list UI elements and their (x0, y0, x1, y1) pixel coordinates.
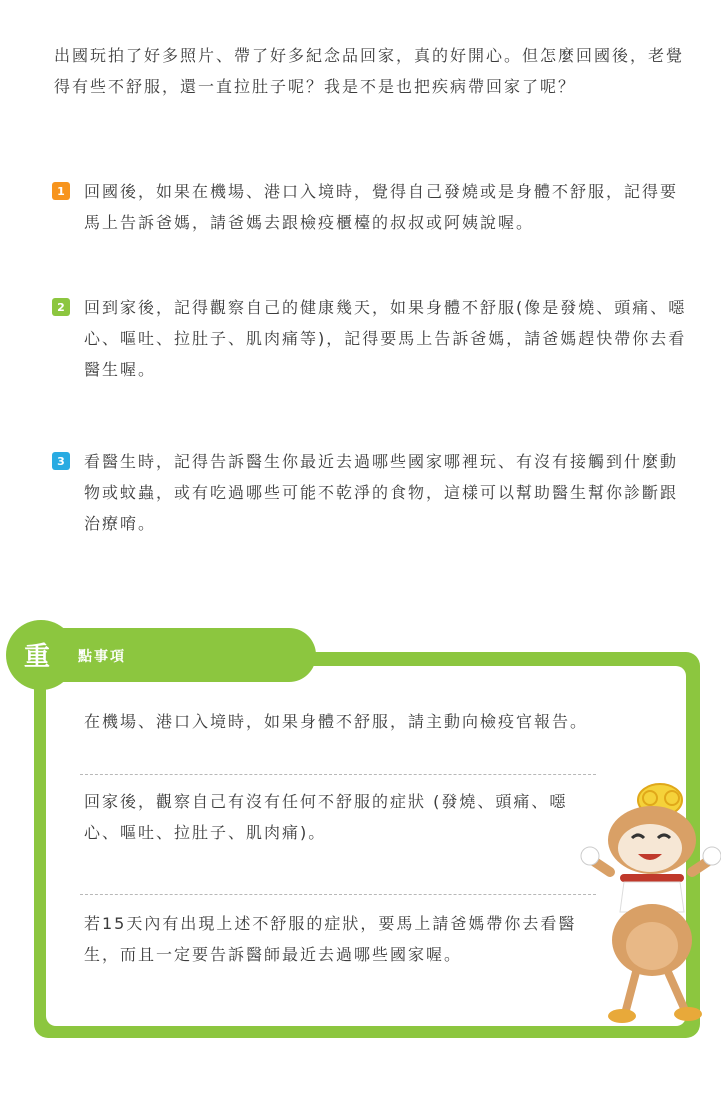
mascot-image (580, 780, 721, 1030)
mascot-collar (620, 874, 684, 882)
tip-text-1: 回國後，如果在機場、港口入境時，覺得自己發燒或是身體不舒服，記得要馬上告訴爸媽，請爸媽去跟檢疫櫃檯的叔叔或阿姨說喔。 (84, 182, 679, 232)
key-points-title-big: 重 (24, 642, 52, 672)
number-badge-1: 1 (52, 182, 70, 200)
tip-item-3 (52, 446, 692, 539)
key-point-3: 若15天內有出現上述不舒服的症狀，要馬上請爸媽帶你去看醫生，而且一定要告訴醫師最近去過哪些國家喔。 (84, 914, 577, 964)
divider-1 (80, 774, 596, 775)
mascot-head (608, 806, 696, 874)
key-point-1: 在機場、港口入境時，如果身體不舒服，請主動向檢疫官報告。 (84, 712, 589, 731)
mascot-legs (608, 972, 702, 1023)
number-badge-2: 2 (52, 298, 70, 316)
key-point-2: 回家後，觀察自己有沒有任何不舒服的症狀 (發燒、頭痛、噁心、嘔吐、拉肚子、肌肉痛)。 (84, 792, 568, 842)
divider-2 (80, 894, 596, 895)
intro-paragraph: 出國玩拍了好多照片、帶了好多紀念品回家，真的好開心。但怎麼回國後，老覺得有些不舒服，還一直拉肚子呢？我是不是也把疾病帶回家了呢？ (54, 46, 685, 96)
number-badge-3: 3 (52, 452, 70, 470)
tip-item-2 (52, 292, 692, 385)
tip-text-2: 回到家後，記得觀察自己的健康幾天，如果身體不舒服(像是發燒、頭痛、噁心、嘔吐、拉肚子、肌肉痛等)，記得要馬上告訴爸媽，請爸媽趕快帶你去看醫生喔。 (84, 298, 687, 379)
key-points-title: 點事項 (78, 649, 126, 665)
tip-item-1 (52, 176, 692, 238)
mascot-body (612, 882, 692, 976)
tip-text-3: 看醫生時，記得告訴醫生你最近去過哪些國家哪裡玩、有沒有接觸到什麼動物或蚊蟲，或有吃過哪些可能不乾淨的食物，這樣可以幫助醫生幫你診斷跟治療唷。 (84, 452, 679, 533)
